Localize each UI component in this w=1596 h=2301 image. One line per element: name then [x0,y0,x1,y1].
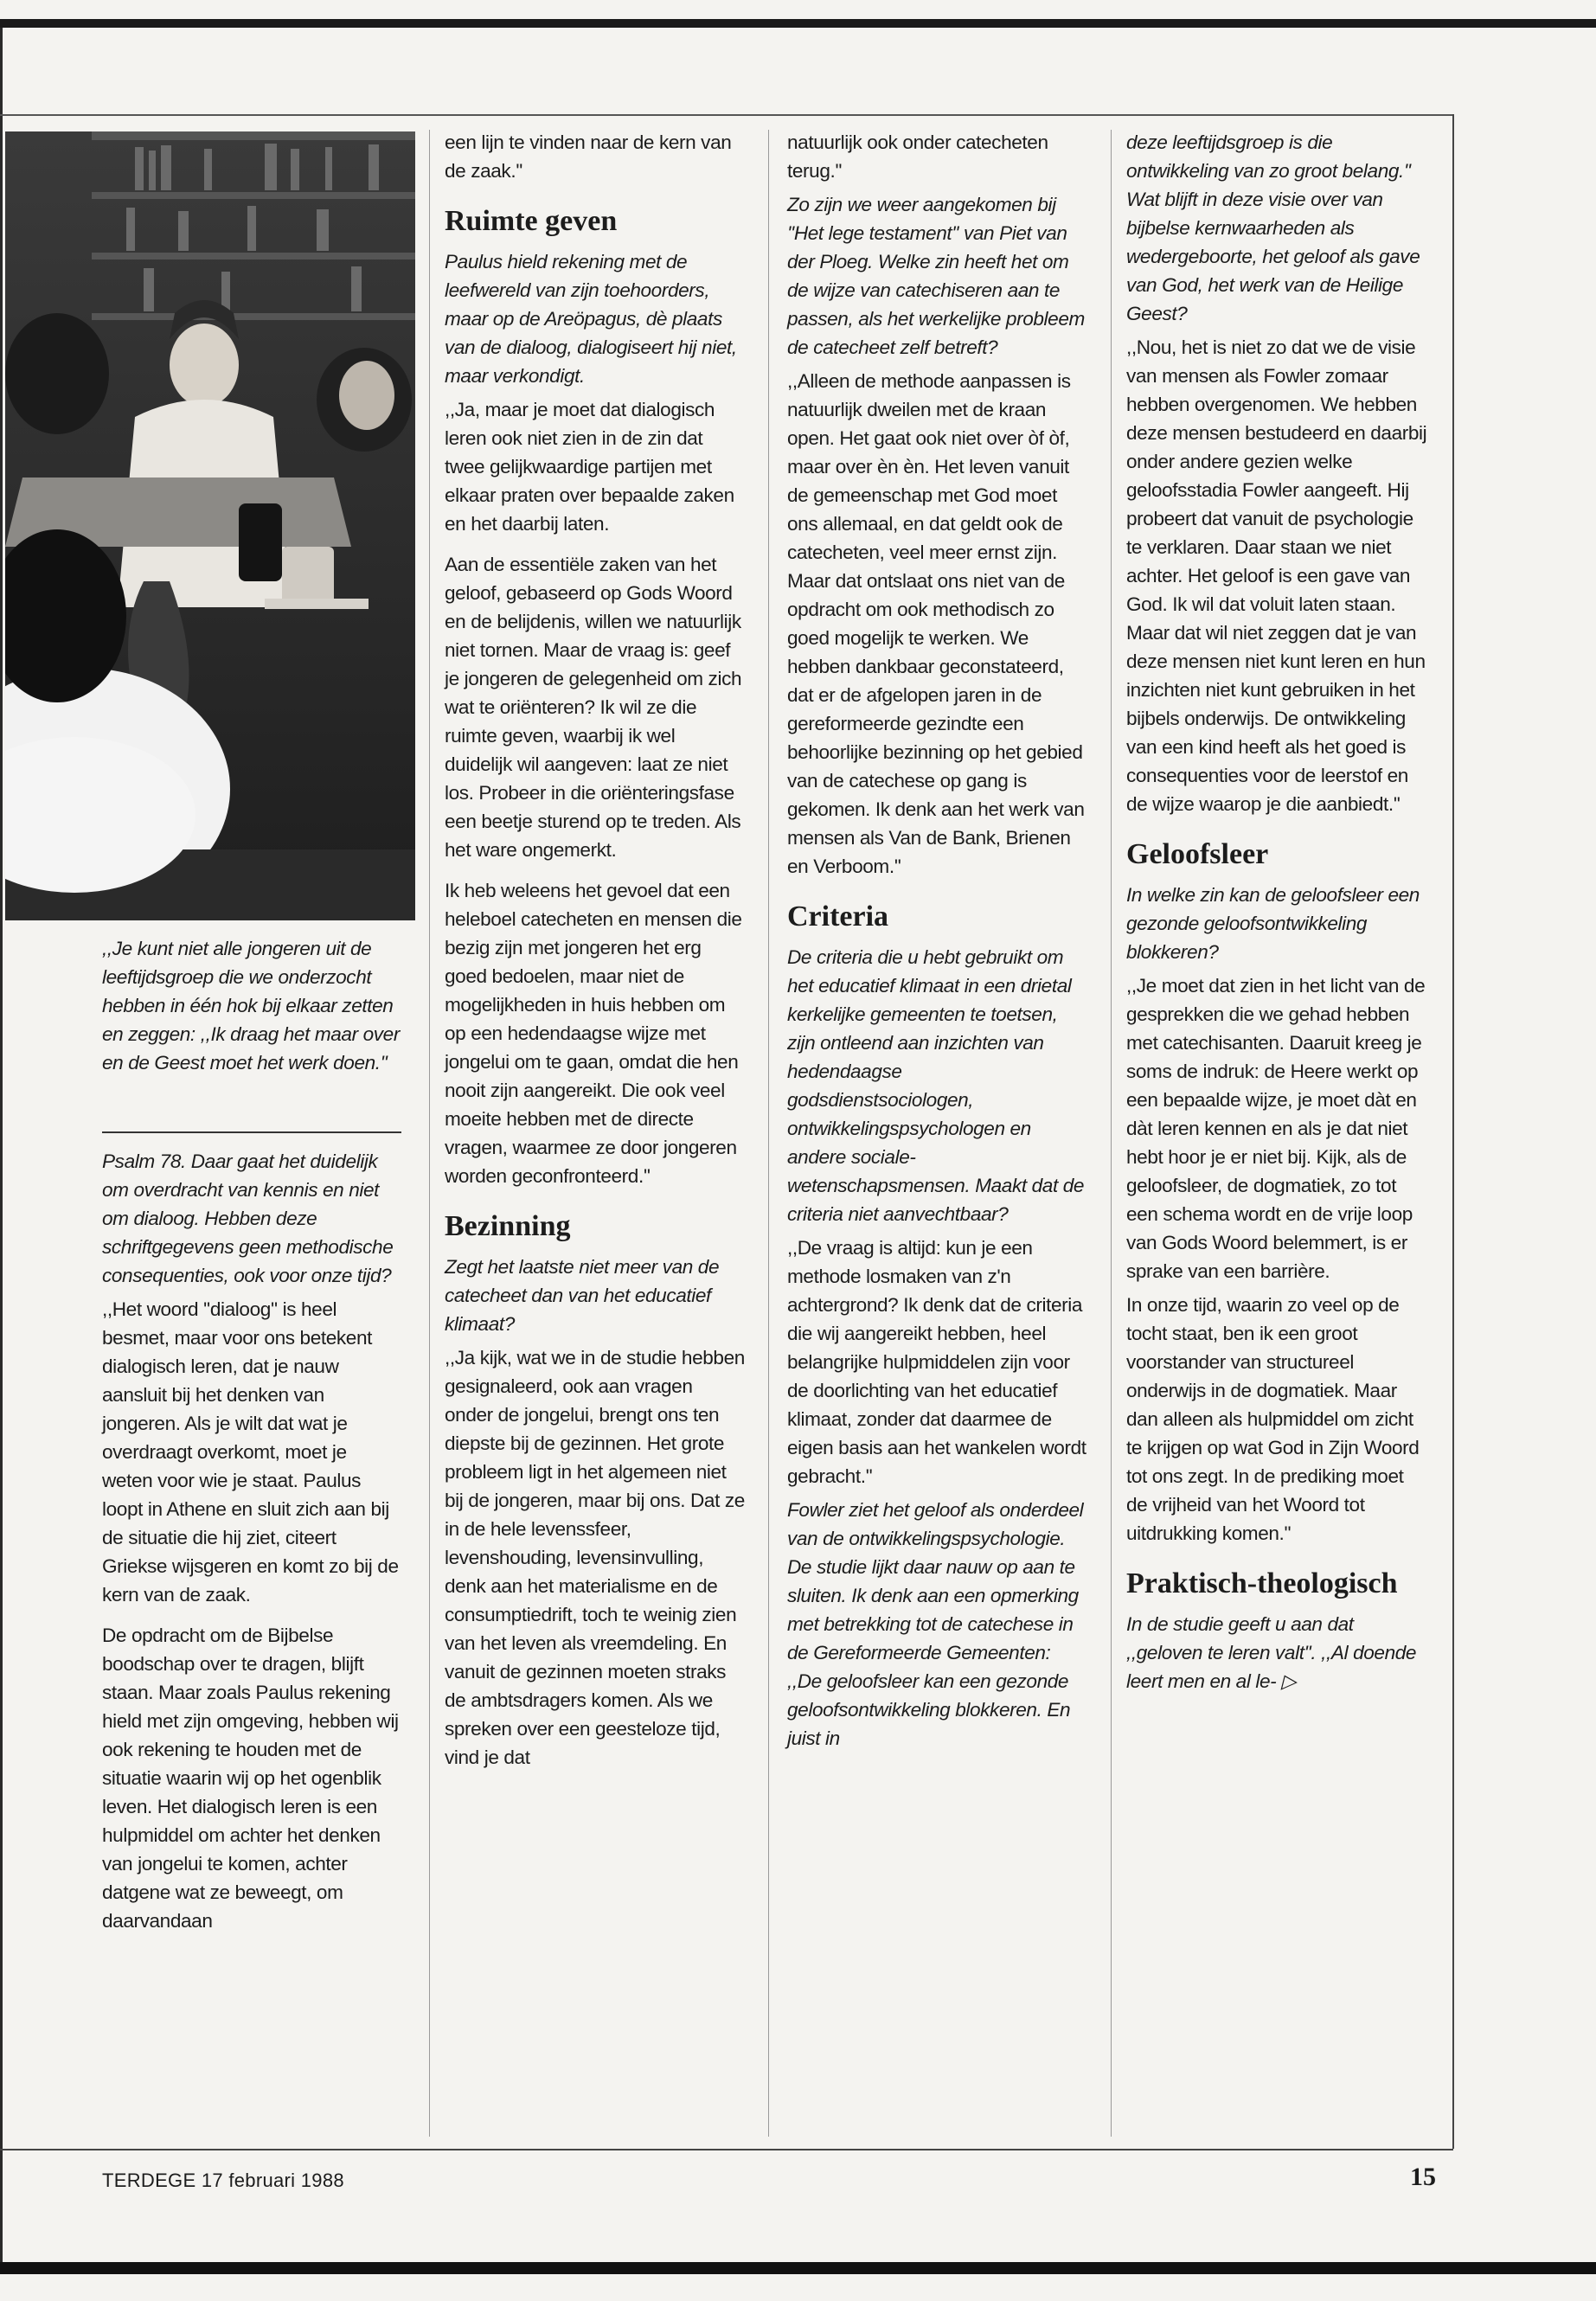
column-4 [1126,128,1429,1701]
caption-divider [102,1131,401,1133]
question-criteria: De criteria die u hebt gebruikt om het educatief klimaat in een drietal kerkelijke gemeenten te toetsen, zijn ontleend aan inzichten van hedendaagse godsdienstsociologen, ontwikkelingspsychologen en andere sociale-wetenschapsmensen. Maakt dat de criteria niet aanvechtbaar? [787,946,1085,1225]
column-3 [787,128,1087,1758]
question-lege-testament: Zo zijn we weer aangekomen bij ''Het lege testament'' van Piet van der Ploeg. Welke zin heeft het om de wijze van catechiseren aan te passen, als het werkelijke probleem de catecheet zelf betreft? [787,194,1085,358]
frame-right-rule [1452,114,1454,2149]
frame-bottom-rule [0,2149,1453,2150]
column-rule-2 [768,130,769,2137]
paragraph-opdracht: De opdracht om de Bijbelse boodschap over te dragen, blijft staan. Maar zoals Paulus rekening hield met zijn omgeving, hebben wij ook rekening te houden met de situatie waarin wij op het ogenblik leven. Het dialogisch leren is een hulpmiddel om achter het denken van jongelui te komen, achter datgene wat ze beweegt, om daarvandaan [102,1625,399,1932]
paragraph-essentiele-zaken: Aan de essentiële zaken van het geloof, gebaseerd op Gods Woord en de belijdenis, willen we natuurlijk niet tornen. Maar de vraag is: geef je jongeren de gelegenheid om zich wat te oriënteren? Ik wil ze die ruimte geven, waarbij ik wel duidelijk wil aangeven: laat ze niet los. Probeer in die oriënteringsfase een beetje sturend op te treden. Als het ware ongemerkt. [445,554,742,861]
heading-criteria: Criteria [787,901,889,933]
heading-bezinning: Bezinning [445,1210,571,1242]
question-paulus: Paulus hield rekening met de leefwereld van zijn toehoorders, maar op de Areöpagus, dè plaats van de dialoog, dialogiseert hij niet, maar verkondigt. [445,251,737,387]
bottom-rule [0,2262,1596,2274]
column-rule-3 [1111,130,1112,2137]
answer-gezinnen: ,,Ja kijk, wat we in de studie hebben gesignaleerd, ook aan vragen onder de jongelui, brengt ons ten diepste bij de gezinnen. Het grote probleem ligt in het algemeen niet bij de jongeren, maar bij ons. Dat ze in de hele levenssfeer, levenshouding, levensinvulling, denk aan het materialisme en de consumptiedrift, toch te weinig zien van het leven als vreemdeling. En vanuit de gezinnen moeten straks de ambtsdragers komen. Als we spreken over een geesteloze tijd, vind je dat [445,1347,745,1768]
question-geloven-leren: In de studie geeft u aan dat ,,geloven te leren valt''. ,,Al doende leert men en al le- ▷ [1126,1613,1417,1692]
question-geloofsleer: In welke zin kan de geloofsleer een gezonde geloofsontwikkeling blokkeren? [1126,884,1420,963]
paragraph-catecheten: natuurlijk ook onder catecheten terug.'' [787,131,1048,182]
answer-dialogisch: ,,Ja, maar je moet dat dialogisch leren ook niet zien in de zin dat twee gelijkwaardige partijen met elkaar praten over bepaalde zaken en het daarbij laten. [445,399,734,535]
answer-achtergrond: ,,De vraag is altijd: kun je een methode losmaken van z'n achtergrond? Ik denk dat de criteria die wij aangereikt hebben, heel belangrijke hulpmiddelen zijn voor de doorlichting van het educatief klimaat, zonder dat daarmee de eigen basis aan het wankelen wordt gebracht.'' [787,1237,1086,1487]
answer-fowler: ,,Nou, het is niet zo dat we de visie van mensen als Fowler zomaar hebben overgenomen. We hebben deze mensen bestudeerd en daarbij onder andere gezien welke geloofsstadia Fowler aangeeft. Hij probeert dat vanuit de psychologie te verklaren. Daar staan we niet achter. Het geloof is een gave van God. Ik wil dat voluit laten staan. Maar dat wil niet zeggen dat je van deze mensen niet kunt leren en hun inzichten niet kunt gebruiken in het bijbels onderwijs. De ontwikkeling van een kind heeft als het goed is consequenties voor de leerstof en de wijze waarop je die aanbiedt.'' [1126,336,1427,815]
frame-left-rule [0,28,3,2262]
caption-quote: ,,Je kunt niet alle jongeren uit de leeftijdsgroep die we onderzocht hebben in één hok bij elkaar zetten en zeggen: ,,Ik draag het maar over en de Geest moet het werk doen.'' [102,938,400,1074]
column-1 [102,1140,401,1940]
answer-catechisanten: ,,Je moet dat zien in het licht van de gesprekken die we gehad hebben met catechisanten. Daaruit kreeg je soms de indruk: de Heere werkt op een bepaalde wijze, je moet dàt en dàt leren kennen en als je dat niet hebt hoor je er niet bij. Kijk, als de geloofsleer, de dogmatiek, zo tot een schema wordt en de vrije loop van Gods Woord belemmert, is er sprake van een barrière. [1126,975,1426,1282]
footer-publication: TERDEGE 17 februari 1988 [102,2170,344,2191]
question-fowler: Fowler ziet het geloof als onderdeel van de ontwikkelingspsychologie. De studie lijkt daar nauw op aan te sluiten. Ik denk aan een opmerking met betrekking tot de catechese in de Gereformeerde Gemeenten: ,,De geloofsleer kan een gezonde geloofsontwikkeling blokkeren. En juist in [787,1499,1084,1749]
column-2 [445,128,745,1777]
heading-praktisch-theologisch: Praktisch-theologisch [1126,1567,1398,1599]
frame-top-rule [0,114,1453,116]
question-leeftijdsgroep: deze leeftijdsgroep is die ontwikkeling van zo groot belang.'' Wat blijft in deze visie over van bijbelse kernwaarheden als wedergeboorte, het geloof als gave van God, het werk van de Heilige Geest? [1126,131,1420,324]
column-rule-1 [429,130,430,2137]
heading-ruimte-geven: Ruimte geven [445,205,618,237]
page-number: 15 [1410,2163,1436,2191]
answer-dialoog: ,,Het woord ''dialoog'' is heel besmet, maar voor ons betekent dialogisch leren, dat je nauw aansluit bij het denken van jongeren. Als je wilt dat wat je overdraagt overkomt, moet je weten voor wie je staat. Paulus loopt in Athene en sluit zich aan bij de situatie die hij ziet, citeert Griekse wijsgeren en komt zo bij de kern van de zaak. [102,1298,399,1606]
paragraph-kern: een lijn te vinden naar de kern van de zaak.'' [445,131,732,182]
question-psalm-78: Psalm 78. Daar gaat het duidelijk om overdracht van kennis en niet om dialoog. Hebben deze schriftgegevens geen methodische consequenties, ook voor onze tijd? [102,1150,394,1286]
classroom-photo [5,131,415,920]
top-rule [0,19,1596,28]
photo-caption [102,934,401,1077]
question-catecheet: Zegt het laatste niet meer van de catecheet dan van het educatief klimaat? [445,1256,720,1335]
paragraph-gevoel: Ik heb weleens het gevoel dat een heleboel catecheten en mensen die bezig zijn met jongeren het erg goed bedoelen, maar niet de mogelijkheden in huis hebben om op een hedendaagse wijze met jongelui om te gaan, omdat die hen nooit zijn aangereikt. Die ook veel moeite hebben met de directe vragen, waarmee ze door jongeren worden geconfronteerd.'' [445,880,742,1187]
heading-geloofsleer: Geloofsleer [1126,838,1269,870]
photo-image [5,131,415,920]
answer-methode: ,,Alleen de methode aanpassen is natuurlijk dweilen met de kraan open. Het gaat ook niet over òf òf, maar over èn èn. Het leven vanuit de gemeenschap met God moet ons allemaal, en dat geldt ook de catecheten, veel meer ernst zijn. Maar dat ontslaat ons niet van de opdracht om ook methodisch zo goed mogelijk te werken. We hebben dankbaar geconstateerd, dat er de afgelopen jaren in de gereformeerde gezindte een behoorlijke bezinning op het gebied van de catechese op gang is gekomen. Ik denk aan het werk van mensen als Van de Bank, Brienen en Verboom.'' [787,370,1085,877]
paragraph-onze-tijd: In onze tijd, waarin zo veel op de tocht staat, ben ik een groot voorstander van structureel onderwijs in de dogmatiek. Maar dan alleen als hulpmiddel om zicht te krijgen op wat God in Zijn Woord tot ons zegt. In de prediking moet de vrijheid van het Woord tot uitdrukking komen.'' [1126,1294,1420,1544]
